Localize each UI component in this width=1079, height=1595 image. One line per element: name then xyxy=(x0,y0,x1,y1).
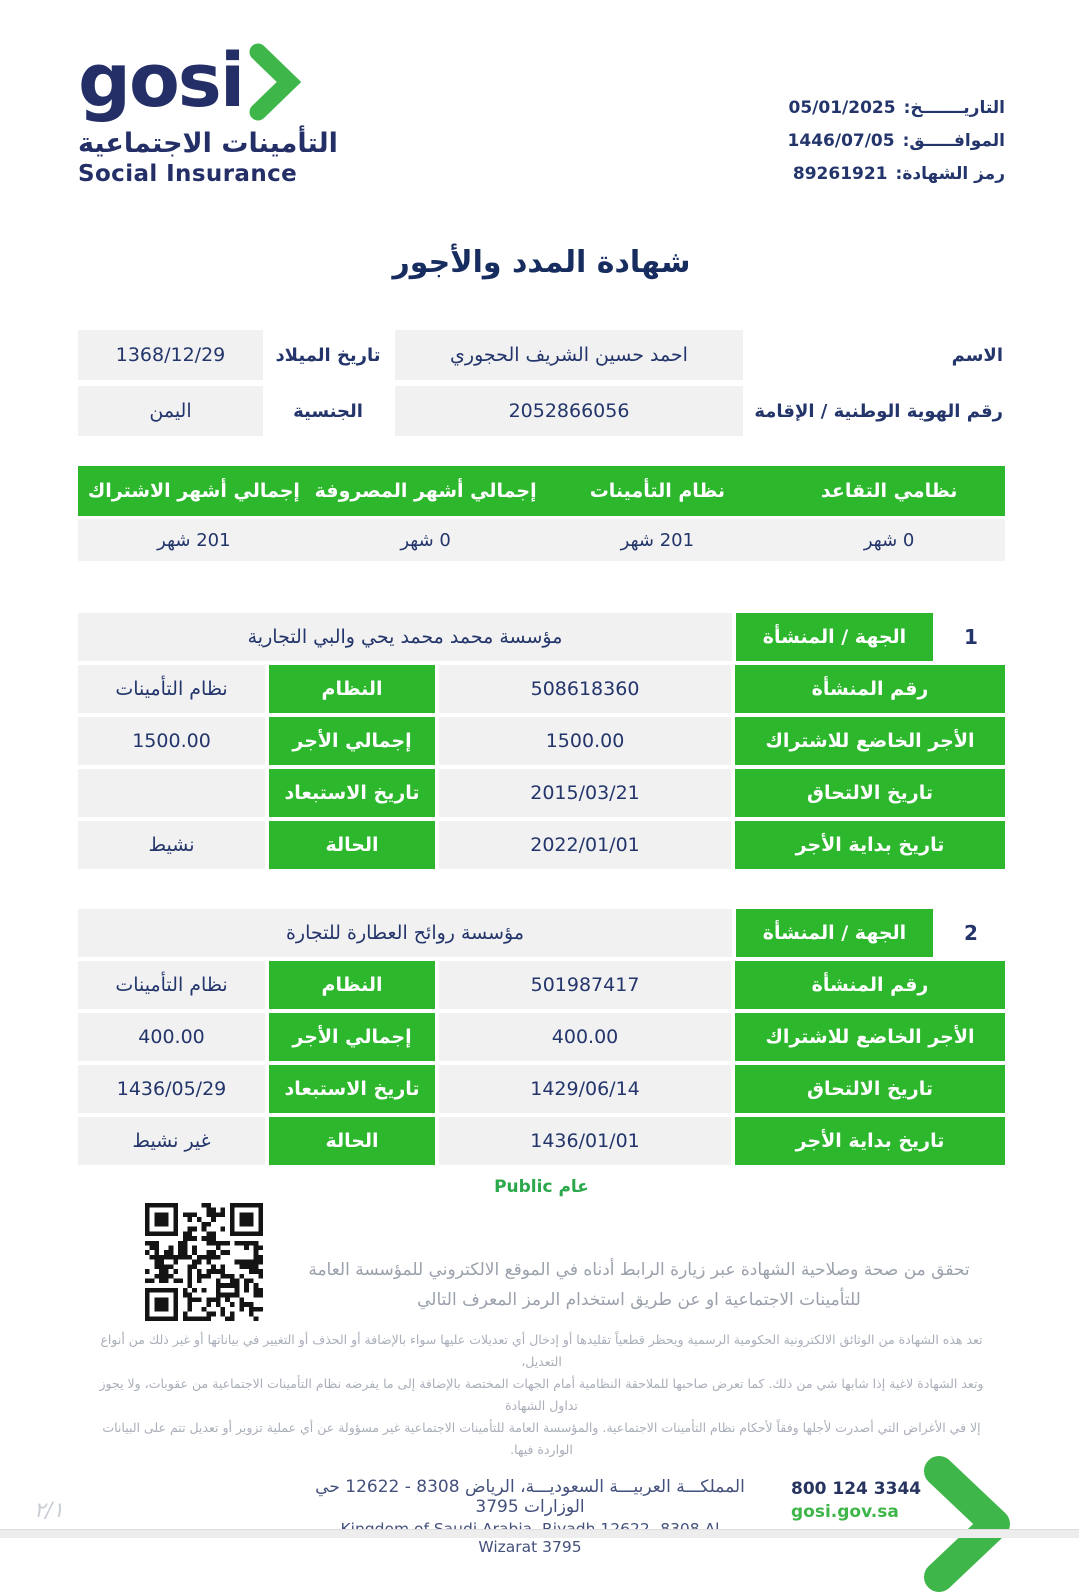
disclaimer-line-1: تعد هذه الشهادة من الوثائق الالكترونية الحكومية الرسمية ويحظر قطعياً تقليدها أو إدخال أي تعديلات عليها سواء بالإضافة أو الحذف أو التغيير في بياناتها أو غير ذلك من أنواع التعديل، xyxy=(100,1332,983,1369)
date-label: التاريـــــــخ: xyxy=(903,98,1005,118)
system-value: نظام التأمينات xyxy=(78,961,265,1009)
establishment-number-value: 508618360 xyxy=(439,665,731,713)
classification-banner xyxy=(78,1177,1005,1197)
gosi-logo xyxy=(78,36,338,191)
gosi-wordmark: gosi xyxy=(78,38,244,124)
establishment-number-value: 501987417 xyxy=(439,961,731,1009)
address-block xyxy=(310,1477,750,1556)
website-url: gosi.gov.sa xyxy=(791,1502,899,1522)
name-label: الاسم xyxy=(951,344,1003,366)
subject-wage-value: 400.00 xyxy=(439,1013,731,1061)
contact-block xyxy=(791,1479,921,1522)
system-label: النظام xyxy=(269,665,435,713)
phone-number: 800 124 3344 xyxy=(791,1479,922,1499)
system-label: النظام xyxy=(269,961,435,1009)
months-summary-table xyxy=(78,466,1005,561)
system-value: نظام التأمينات xyxy=(78,665,265,713)
classification-text: Public عام xyxy=(494,1177,589,1197)
status-label: الحالة xyxy=(269,821,435,869)
disclaimer-line-2: وتعد الشهادة لاغية إذا شابها شي من ذلك. كما تعرض صاحبها للملاحقة النظامية أمام الجهات المختصة بالإضافة إلى ما يفرضه نظام التأمينات الاجتماعية من عقوبات، ولا يجوز تداول الشهادة xyxy=(99,1376,984,1413)
exclusion-date-value xyxy=(78,769,265,817)
header xyxy=(78,0,1005,191)
establishment-number-label: رقم المنشأة xyxy=(735,665,1005,713)
exclusion-date-label: تاريخ الاستبعاد xyxy=(269,1065,435,1113)
summary-header-row xyxy=(78,466,1005,516)
subject-wage-label: الأجر الخاضع للاشتراك xyxy=(735,1013,1005,1061)
verification-text: تحقق من صحة وصلاحية الشهادة عبر زيارة الرابط أدناه في الموقع الالكتروني للمؤسسة العامة للتأمينات الاجتماعية او عن طريق استخدام الرمز المعرف التالي xyxy=(308,1260,970,1310)
join-date-value: 2015/03/21 xyxy=(439,769,731,817)
certificate-code-value: 89261921 xyxy=(792,164,888,184)
join-date-value: 1429/06/14 xyxy=(439,1065,731,1113)
logo-chevron-icon xyxy=(249,44,299,124)
status-value: غير نشيط xyxy=(78,1117,265,1165)
logo-english-text: Social Insurance xyxy=(78,161,298,187)
certificate-code-label: رمز الشهادة: xyxy=(895,164,1005,184)
summary-values-row xyxy=(78,519,1005,561)
entity-value: مؤسسة روائح العطارة للتجارة xyxy=(78,909,732,957)
entity-label: الجهة / المنشأة xyxy=(736,613,933,661)
page-bottom-edge xyxy=(0,1529,1079,1538)
nationality-label: الجنسية xyxy=(293,400,363,422)
total-wage-label: إجمالي الأجر xyxy=(269,717,435,765)
wage-start-date-value: 2022/01/01 xyxy=(439,821,731,869)
exclusion-date-label: تاريخ الاستبعاد xyxy=(269,769,435,817)
establishment-section-2 xyxy=(78,909,1005,1165)
wage-start-date-value: 1436/01/01 xyxy=(439,1117,731,1165)
dob-value: 1368/12/29 xyxy=(78,330,263,380)
col-pension-system: نظامي التقاعد xyxy=(820,480,958,502)
page-number: ٢/١ xyxy=(34,1498,64,1522)
exclusion-date-value: 1436/05/29 xyxy=(78,1065,265,1113)
entity-label: الجهة / المنشأة xyxy=(736,909,933,957)
footer-chevron-icon xyxy=(923,1457,1015,1595)
disclaimer xyxy=(78,1329,1005,1461)
disclaimer-line-3: إلا في الأغراض التي أصدرت لأجلها وفقاً لأحكام نظام التأمينات الاجتماعية. والمؤسسة العامة للتأمينات الاجتماعية غير مسؤولة عن أي عملية تزوير أو تعديل تتم على البيانات الواردة فيها. xyxy=(102,1420,981,1457)
section-number: 1 xyxy=(937,613,1005,661)
qr-code-svg xyxy=(145,1203,263,1321)
date-value: 05/01/2025 xyxy=(788,98,896,118)
pension-months-value: 0 شهر xyxy=(863,529,915,551)
status-value: نشيط xyxy=(78,821,265,869)
insurance-months-value: 201 شهر xyxy=(620,529,695,551)
wage-start-date-label: تاريخ بداية الأجر xyxy=(735,821,1005,869)
nationality-value: اليمن xyxy=(78,386,263,436)
personal-info xyxy=(78,330,1005,436)
document-title: شهادة المدد والأجور xyxy=(392,245,691,280)
total-wage-label: إجمالي الأجر xyxy=(269,1013,435,1061)
address-arabic: المملكـــة العربيـــة السعوديـــة، الرياض ⁦12622 - 8308⁩ حي الوزارات 3795 xyxy=(315,1477,745,1517)
dob-label: تاريخ الميلاد xyxy=(275,344,381,366)
verification-block xyxy=(78,1203,1005,1321)
subscription-months-value: 201 شهر xyxy=(157,529,231,551)
join-date-label: تاريخ الالتحاق xyxy=(735,1065,1005,1113)
establishment-number-label: رقم المنشأة xyxy=(735,961,1005,1009)
logo-arabic-text: التأمينات الاجتماعية xyxy=(78,128,338,159)
col-subscription-months: إجمالي أشهر الاشتراك xyxy=(87,480,300,502)
certificate-meta xyxy=(788,36,1005,191)
meta-code-row xyxy=(788,158,1005,191)
col-insurance-system: نظام التأمينات xyxy=(589,480,726,502)
qr-code xyxy=(145,1203,263,1321)
hijri-label: الموافـــــق: xyxy=(902,131,1005,151)
total-wage-value: 1500.00 xyxy=(78,717,265,765)
paid-months-value: 0 شهر xyxy=(400,529,451,551)
national-id-label: رقم الهوية الوطنية / الإقامة xyxy=(754,400,1003,422)
meta-hijri-row xyxy=(788,125,1005,158)
subject-wage-label: الأجر الخاضع للاشتراك xyxy=(735,717,1005,765)
national-id-value: 2052866056 xyxy=(395,386,743,436)
total-wage-value: 400.00 xyxy=(78,1013,265,1061)
entity-value: مؤسسة محمد محمد يحي والبي التجارية xyxy=(78,613,732,661)
address-english: Wizarat 3795 xyxy=(478,1538,582,1556)
section-number: 2 xyxy=(937,909,1005,957)
status-label: الحالة xyxy=(269,1117,435,1165)
wage-start-date-label: تاريخ بداية الأجر xyxy=(735,1117,1005,1165)
establishment-section-1 xyxy=(78,613,1005,869)
join-date-label: تاريخ الالتحاق xyxy=(735,769,1005,817)
subject-wage-value: 1500.00 xyxy=(439,717,731,765)
col-paid-months: إجمالي أشهر المصروفة xyxy=(314,480,537,502)
hijri-value: 1446/07/05 xyxy=(787,131,895,151)
meta-date-row xyxy=(788,92,1005,125)
name-value: احمد حسين الشريف الحجوري xyxy=(395,330,743,380)
